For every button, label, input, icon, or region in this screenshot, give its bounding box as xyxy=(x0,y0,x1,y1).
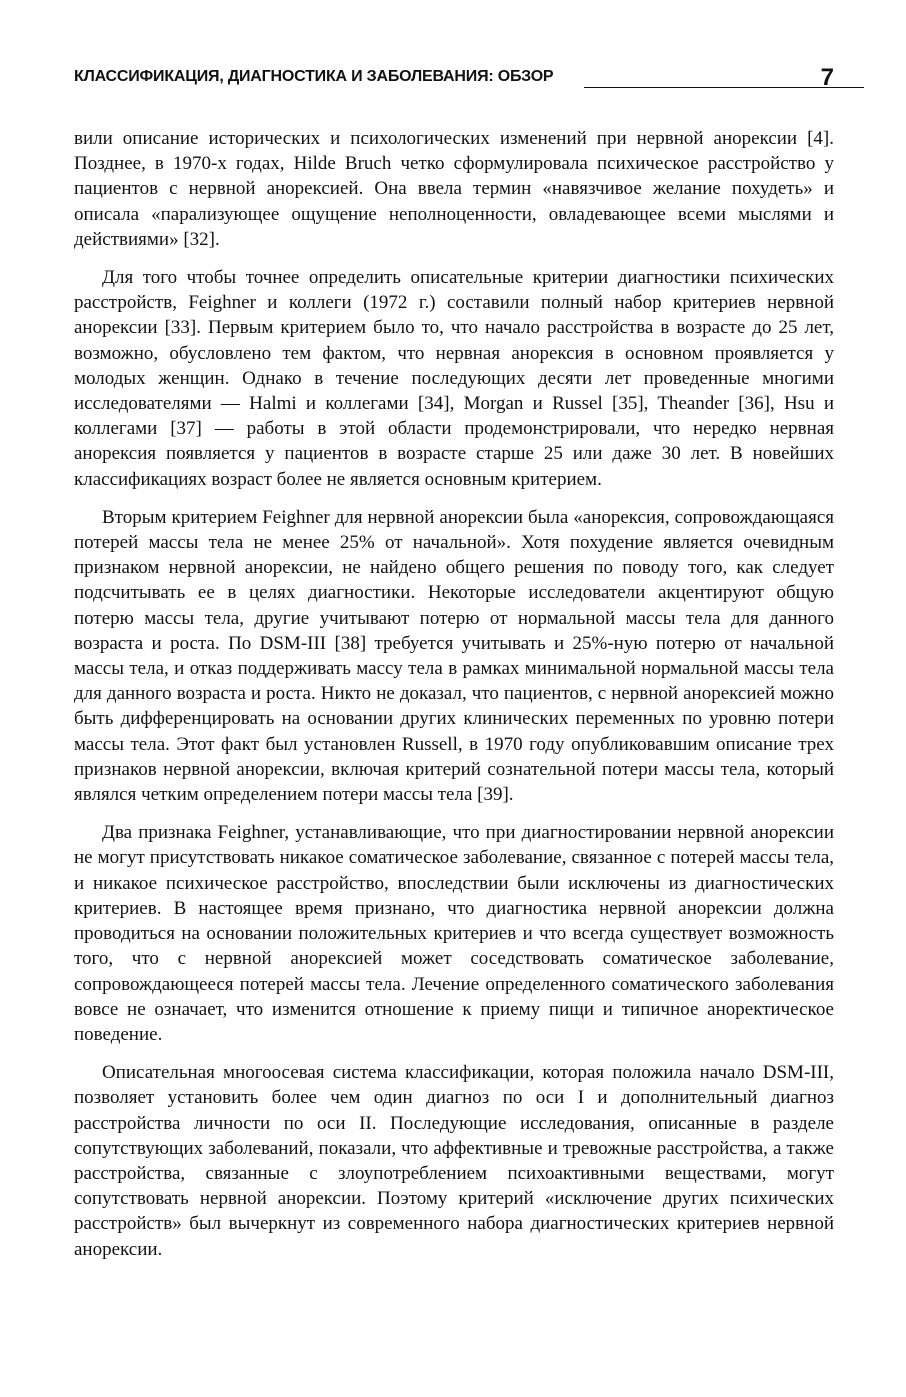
paragraph-3: Вторым критерием Feighner для нервной анорексии была «анорексия, сопровождающаяся потерей массы тела не менее 25% от начальной». Хотя похудение является очевидным признаком нервной анорексии, не найдено общего решения по поводу того, как следует подсчитывать ее в целях диагностики. Некоторые исследователи акцентируют общую потерю массы тела, другие учитывают потерю от нормальной массы тела для данного возраста и роста. По DSM-III [38] требуется учитывать и 25%-ную потерю от начальной массы тела, и отказ поддерживать массу тела в рамках минимальной нормальной массы тела для данного возраста и роста. Никто не доказал, что пациентов, с нервной анорексией можно быть дифференцировать на основании других клинических переменных по уровню потери массы тела. Этот факт был установлен Russell, в 1970 году опубликовавшим описание трех признаков нервной анорексии, включая критерий сознательной потери массы тела, который являлся четким определением потери массы тела [39]. xyxy=(74,506,834,806)
running-header xyxy=(74,64,834,96)
running-title: КЛАССИФИКАЦИЯ, ДИАГНОСТИКА И ЗАБОЛЕВАНИЯ: ОБЗОР xyxy=(74,68,554,85)
paragraph-1: вили описание исторических и психологических изменений при нервной анорексии [4]. Позднее, в 1970-х годах, Hilde Bruch четко сформулировала психическое расстройство у пациентов с нервной анорексией. Она ввела термин «навязчивое желание похудеть» и описала «парализующее ощущение неполноценности, овладевающее всеми мыслями и действиями» [32]. xyxy=(74,128,834,250)
paragraph-5: Описательная многоосевая система классификации, которая положила начало DSM-III, позволяет установить более чем один диагноз по оси I и дополнительный диагноз расстройства личности по оси II. Последующие исследования, описанные в разделе сопутствующих заболеваний, показали, что аффективные и тревожные расстройства, а также расстройства, связанные с злоупотреблением психоактивными веществами, могут сопутствовать нервной анорексии. Поэтому критерий «исключение других психических расстройств» был вычеркнут из современного набора диагностических критериев нервной анорексии. xyxy=(74,1062,834,1260)
body-text xyxy=(74,126,834,1275)
paragraph-2: Для того чтобы точнее определить описательные критерии диагностики психических расстройств, Feighner и коллеги (1972 г.) составили полный набор критериев нервной анорексии [33]. Первым критерием было то, что начало расстройства в возрасте до 25 лет, возможно, обусловлено тем фактом, что нервная анорексия в основном проявляется у молодых женщин. Однако в течение последующих десяти лет проведенные многими исследователями — Halmi и коллегами [34], Morgan и Russel [35], Theander [36], Hsu и коллегами [37] — работы в этой области продемонстрировали, что нередко нервная анорексия появляется у пациентов в возрасте старше 25 или даже 30 лет. В новейших классификациях возраст более не является основным критерием. xyxy=(74,267,834,490)
page-number: 7 xyxy=(820,64,834,91)
paragraph-4: Два признака Feighner, устанавливающие, что при диагностировании нервной анорексии не могут присутствовать никакое соматическое заболевание, связанное с потерей массы тела, и никакое психическое расстройство, впоследствии были исключены из диагностических критериев. В настоящее время признано, что диагностика нервной анорексии должна проводиться на основании положительных критериев и что всегда существует возможность того, что с нервной анорексией может соседствовать соматическое заболевание, сопровождающееся потерей массы тела. Лечение определенного соматического заболевания вовсе не означает, что изменится отношение к приему пищи и типичное аноректическое поведение. xyxy=(74,822,834,1045)
